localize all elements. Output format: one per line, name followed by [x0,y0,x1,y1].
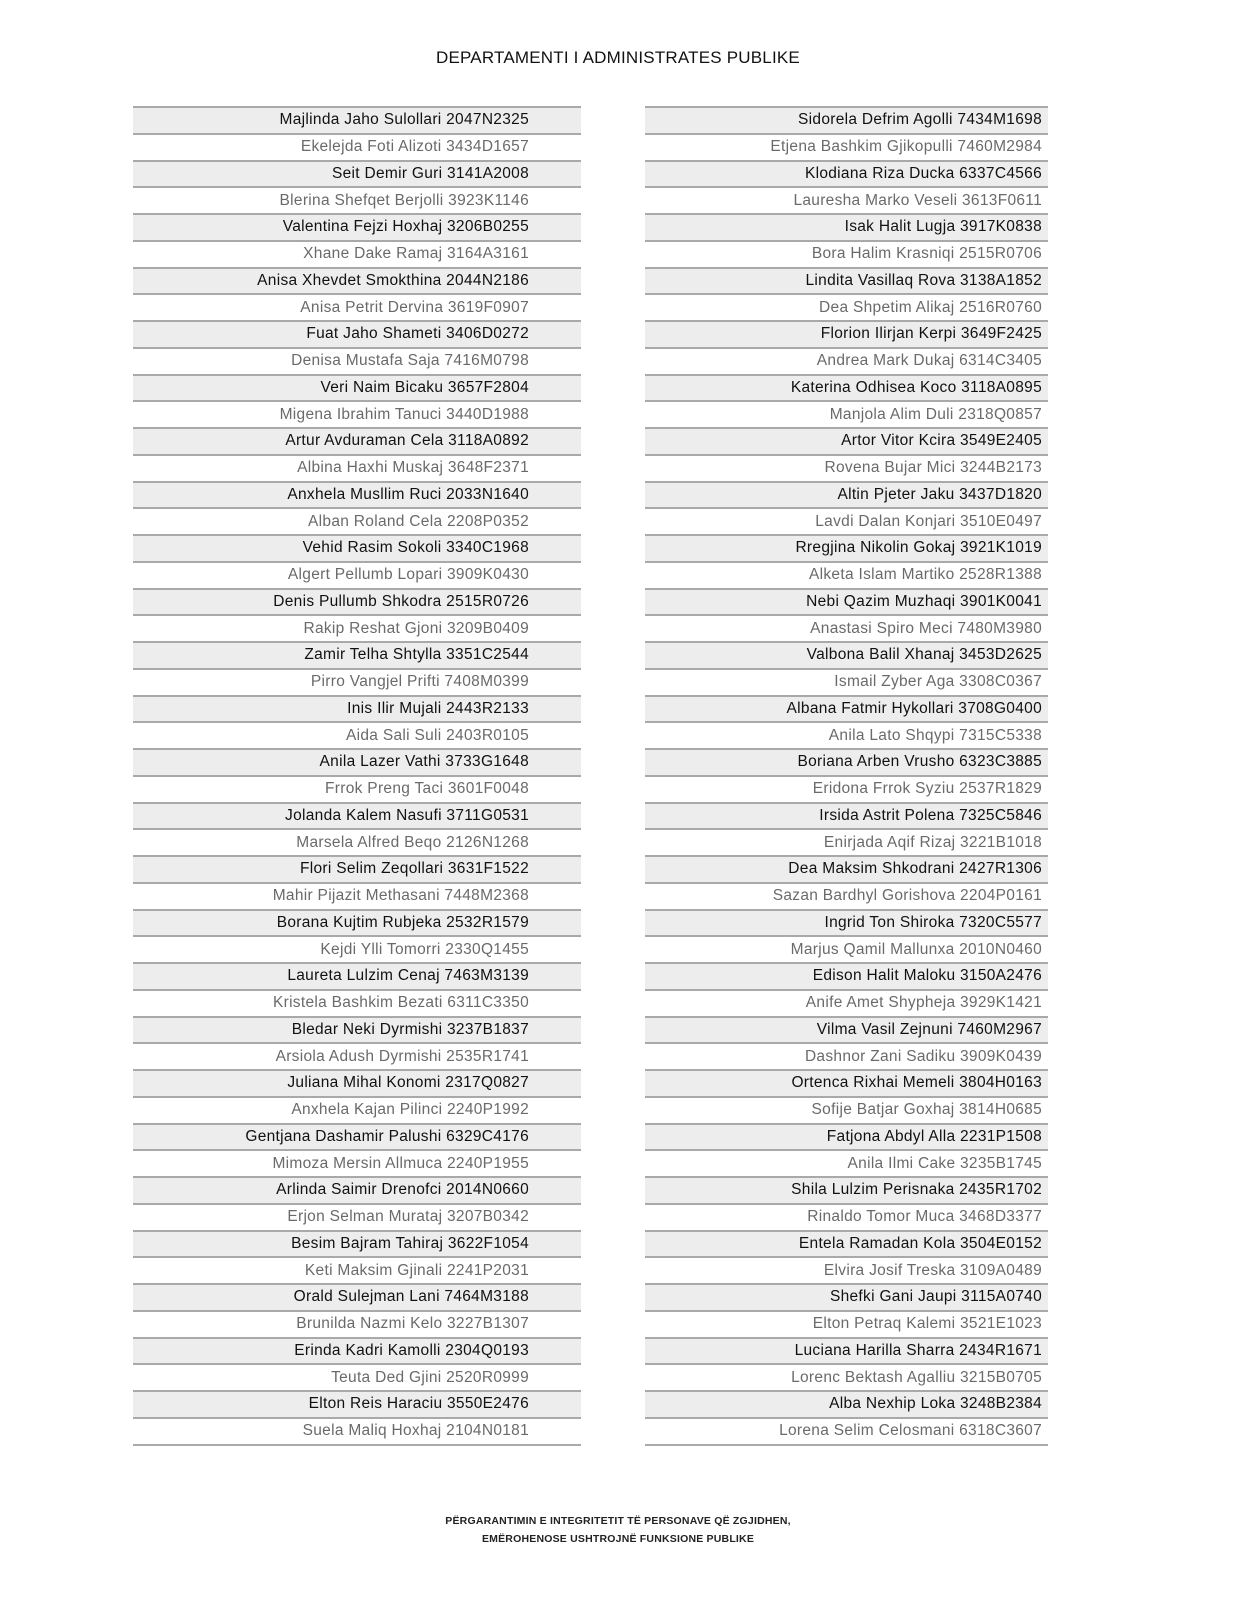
right-list-row: Katerina Odhisea Koco 3118A0895 [645,374,1048,401]
left-list-row: Erjon Selman Murataj 3207B0342 [133,1203,581,1230]
right-list-row: Anila Lato Shqypi 7315C5338 [645,721,1048,748]
left-list-row: Frrok Preng Taci 3601F0048 [133,775,581,802]
left-list-row: Borana Kujtim Rubjeka 2532R1579 [133,909,581,936]
left-list-row: Valentina Fejzi Hoxhaj 3206B0255 [133,213,581,240]
footer-line-1: PËRGARANTIMIN E INTEGRITETIT TË PERSONAVE QË ZGJIDHEN, [445,1515,791,1527]
right-list-row: Andrea Mark Dukaj 6314C3405 [645,347,1048,374]
left-list-row: Inis Ilir Mujali 2443R2133 [133,695,581,722]
left-list-row: Albina Haxhi Muskaj 3648F2371 [133,454,581,481]
left-list-row: Bledar Neki Dyrmishi 3237B1837 [133,1016,581,1043]
left-list-row: Ekelejda Foti Alizoti 3434D1657 [133,133,581,160]
left-list-row: Artur Avduraman Cela 3118A0892 [133,427,581,454]
left-list-row: Alban Roland Cela 2208P0352 [133,507,581,534]
right-list-row: Rovena Bujar Mici 3244B2173 [645,454,1048,481]
left-list-row: Arsiola Adush Dyrmishi 2535R1741 [133,1042,581,1069]
right-list-row: Irsida Astrit Polena 7325C5846 [645,802,1048,829]
right-list-row: Ingrid Ton Shiroka 7320C5577 [645,909,1048,936]
right-list-row: Alketa Islam Martiko 2528R1388 [645,561,1048,588]
right-list-row: Entela Ramadan Kola 3504E0152 [645,1230,1048,1257]
left-list-row: Majlinda Jaho Sulollari 2047N2325 [133,106,581,133]
left-list-row: Mahir Pijazit Methasani 7448M2368 [133,882,581,909]
right-list-row: Klodiana Riza Ducka 6337C4566 [645,160,1048,187]
right-list-row: Vilma Vasil Zejnuni 7460M2967 [645,1016,1048,1043]
left-list-row: Denis Pullumb Shkodra 2515R0726 [133,588,581,615]
right-list-row: Ortenca Rixhai Memeli 3804H0163 [645,1069,1048,1096]
left-list-row: Elton Reis Haraciu 3550E2476 [133,1390,581,1417]
right-list-row: Anife Amet Shypheja 3929K1421 [645,989,1048,1016]
right-list-row: Fatjona Abdyl Alla 2231P1508 [645,1123,1048,1150]
right-list-row: Lindita Vasillaq Rova 3138A1852 [645,267,1048,294]
right-list-row: Eridona Frrok Syziu 2537R1829 [645,775,1048,802]
right-list-row: Boriana Arben Vrusho 6323C3885 [645,748,1048,775]
right-list-row: Etjena Bashkim Gjikopulli 7460M2984 [645,133,1048,160]
left-list-row: Aida Sali Suli 2403R0105 [133,721,581,748]
right-list-row: Rinaldo Tomor Muca 3468D3377 [645,1203,1048,1230]
right-list-row: Albana Fatmir Hykollari 3708G0400 [645,695,1048,722]
right-list-row: Anastasi Spiro Meci 7480M3980 [645,614,1048,641]
left-list-row: Denisa Mustafa Saja 7416M0798 [133,347,581,374]
right-list-row: Enirjada Aqif Rizaj 3221B1018 [645,828,1048,855]
right-list-row: Dea Shpetim Alikaj 2516R0760 [645,293,1048,320]
left-list-row: Rakip Reshat Gjoni 3209B0409 [133,614,581,641]
right-list-row: Anila Ilmi Cake 3235B1745 [645,1149,1048,1176]
left-list-row: Anxhela Kajan Pilinci 2240P1992 [133,1096,581,1123]
right-list-row: Ismail Zyber Aga 3308C0367 [645,668,1048,695]
left-list-row: Orald Sulejman Lani 7464M3188 [133,1283,581,1310]
left-list-row: Algert Pellumb Lopari 3909K0430 [133,561,581,588]
right-list-row: Artor Vitor Kcira 3549E2405 [645,427,1048,454]
right-list-row: Sazan Bardhyl Gorishova 2204P0161 [645,882,1048,909]
right-list-row: Lauresha Marko Veseli 3613F0611 [645,186,1048,213]
right-list-row: Altin Pjeter Jaku 3437D1820 [645,481,1048,508]
left-list-row: Fuat Jaho Shameti 3406D0272 [133,320,581,347]
right-list-row: Lorenc Bektash Agalliu 3215B0705 [645,1363,1048,1390]
footer-line-2: EMËROHENOSE USHTROJNË FUNKSIONE PUBLIKE [481,1533,755,1545]
left-list-row: Vehid Rasim Sokoli 3340C1968 [133,534,581,561]
right-list-row: Sofije Batjar Goxhaj 3814H0685 [645,1096,1048,1123]
left-list-row: Seit Demir Guri 3141A2008 [133,160,581,187]
left-list-row: Mimoza Mersin Allmuca 2240P1955 [133,1149,581,1176]
left-list-row: Flori Selim Zeqollari 3631F1522 [133,855,581,882]
left-list-row: Erinda Kadri Kamolli 2304Q0193 [133,1337,581,1364]
left-list-row: Arlinda Saimir Drenofci 2014N0660 [133,1176,581,1203]
right-list-row: Elvira Josif Treska 3109A0489 [645,1256,1048,1283]
right-list-row: Shila Lulzim Perisnaka 2435R1702 [645,1176,1048,1203]
left-list-row: Laureta Lulzim Cenaj 7463M3139 [133,962,581,989]
right-list-row: Lavdi Dalan Konjari 3510E0497 [645,507,1048,534]
left-list-row: Xhane Dake Ramaj 3164A3161 [133,240,581,267]
left-list-row: Suela Maliq Hoxhaj 2104N0181 [133,1417,581,1444]
left-list-row: Pirro Vangjel Prifti 7408M0399 [133,668,581,695]
right-list-row: Elton Petraq Kalemi 3521E1023 [645,1310,1048,1337]
right-list-row: Dea Maksim Shkodrani 2427R1306 [645,855,1048,882]
right-list-row: Manjola Alim Duli 2318Q0857 [645,400,1048,427]
right-list-row: Isak Halit Lugja 3917K0838 [645,213,1048,240]
right-list-row: Marjus Qamil Mallunxa 2010N0460 [645,935,1048,962]
left-list-row: Zamir Telha Shtylla 3351C2544 [133,641,581,668]
left-list-row: Anxhela Musllim Ruci 2033N1640 [133,481,581,508]
right-list-row: Lorena Selim Celosmani 6318C3607 [645,1417,1048,1444]
right-list-end-rule [645,1444,1048,1446]
left-name-list [133,106,581,1446]
left-list-row: Anisa Petrit Dervina 3619F0907 [133,293,581,320]
left-list-row: Marsela Alfred Beqo 2126N1268 [133,828,581,855]
page-title: DEPARTAMENTI I ADMINISTRATES PUBLIKE [436,48,800,67]
right-list-row: Alba Nexhip Loka 3248B2384 [645,1390,1048,1417]
right-list-row: Florion Ilirjan Kerpi 3649F2425 [645,320,1048,347]
left-list-row: Gentjana Dashamir Palushi 6329C4176 [133,1123,581,1150]
left-list-row: Migena Ibrahim Tanuci 3440D1988 [133,400,581,427]
left-list-row: Veri Naim Bicaku 3657F2804 [133,374,581,401]
left-list-end-rule [133,1444,581,1446]
right-list-row: Shefki Gani Jaupi 3115A0740 [645,1283,1048,1310]
right-list-row: Dashnor Zani Sadiku 3909K0439 [645,1042,1048,1069]
left-list-row: Kristela Bashkim Bezati 6311C3350 [133,989,581,1016]
left-list-row: Anisa Xhevdet Smokthina 2044N2186 [133,267,581,294]
left-list-row: Kejdi Ylli Tomorri 2330Q1455 [133,935,581,962]
left-list-row: Besim Bajram Tahiraj 3622F1054 [133,1230,581,1257]
right-list-row: Edison Halit Maloku 3150A2476 [645,962,1048,989]
footer [0,1512,1236,1548]
right-list-row: Valbona Balil Xhanaj 3453D2625 [645,641,1048,668]
right-list-row: Nebi Qazim Muzhaqi 3901K0041 [645,588,1048,615]
right-list-row: Sidorela Defrim Agolli 7434M1698 [645,106,1048,133]
left-list-row: Brunilda Nazmi Kelo 3227B1307 [133,1310,581,1337]
right-list-row: Bora Halim Krasniqi 2515R0706 [645,240,1048,267]
left-list-row: Keti Maksim Gjinali 2241P2031 [133,1256,581,1283]
left-list-row: Anila Lazer Vathi 3733G1648 [133,748,581,775]
left-list-row: Blerina Shefqet Berjolli 3923K1146 [133,186,581,213]
right-list-row: Luciana Harilla Sharra 2434R1671 [645,1337,1048,1364]
left-list-row: Jolanda Kalem Nasufi 3711G0531 [133,802,581,829]
left-list-row: Teuta Ded Gjini 2520R0999 [133,1363,581,1390]
right-list-row: Rregjina Nikolin Gokaj 3921K1019 [645,534,1048,561]
left-list-row: Juliana Mihal Konomi 2317Q0827 [133,1069,581,1096]
right-name-list [645,106,1048,1446]
